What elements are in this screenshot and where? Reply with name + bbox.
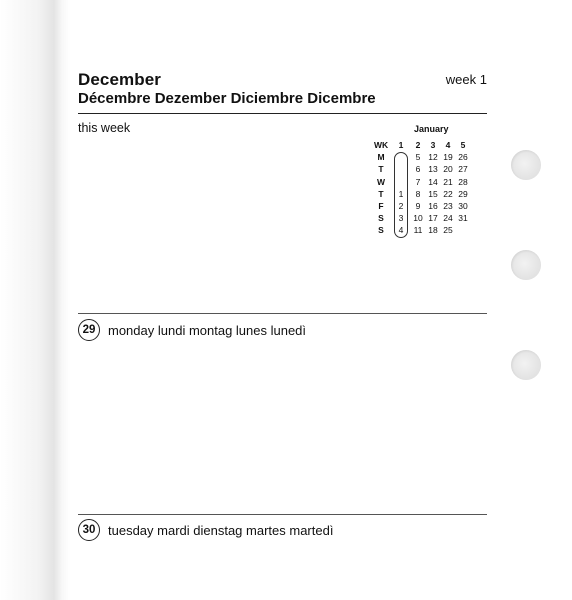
mini-calendar-date: 5: [415, 152, 421, 163]
mini-calendar-date: 26: [458, 152, 468, 163]
mini-calendar-date: 22: [443, 188, 453, 199]
mini-calendar-week-number: 4: [445, 140, 451, 150]
mini-calendar-date: 12: [428, 152, 438, 163]
day-entry-30[interactable]: [78, 519, 333, 541]
month-translations: Décembre Dezember Diciembre Dicembre: [78, 90, 376, 107]
mini-calendar-date: 13: [428, 164, 438, 175]
mini-calendar-date: 18: [428, 225, 438, 236]
this-week-label: this week: [78, 121, 131, 135]
mini-calendar-date: 20: [443, 164, 453, 175]
day-divider: [78, 514, 487, 515]
mini-calendar-title: January: [414, 124, 449, 134]
mini-calendar-date: 11: [413, 225, 423, 236]
mini-calendar-date: 2: [398, 201, 404, 211]
header-divider: [78, 113, 487, 114]
mini-calendar-date: 14: [428, 176, 438, 187]
mini-calendar-day-label: T: [378, 164, 384, 175]
mini-calendar-date: 25: [443, 225, 453, 236]
mini-calendar-date: 24: [443, 213, 453, 224]
mini-calendar-date: 7: [415, 176, 421, 187]
day-names: tuesday mardi dienstag martes martedì: [108, 522, 334, 538]
mini-calendar-day-label: M: [377, 152, 385, 163]
mini-calendar-date: 31: [458, 213, 468, 224]
mini-calendar-day-label: S: [378, 225, 384, 236]
mini-calendar-week-number: 1: [398, 140, 404, 150]
day-names: monday lundi montag lunes lunedì: [108, 322, 307, 338]
month-title: December: [78, 70, 162, 89]
mini-calendar-date: 21: [443, 176, 453, 187]
punch-hole: [511, 250, 541, 280]
mini-calendar-day-label: F: [378, 201, 384, 211]
punch-hole: [511, 150, 541, 180]
binding-shadow: [0, 0, 70, 600]
mini-calendar-date: 6: [415, 164, 421, 175]
mini-calendar-day-label: W: [376, 176, 386, 187]
punch-hole: [511, 350, 541, 380]
mini-calendar-date: 29: [458, 188, 468, 199]
mini-calendar-date: 1: [398, 188, 404, 199]
mini-calendar-day-label: T: [378, 188, 384, 199]
mini-calendar-date: 28: [458, 176, 468, 187]
mini-calendar-date: 15: [428, 188, 438, 199]
mini-calendar-week-number: 2: [415, 140, 421, 150]
mini-calendar-date: 9: [415, 201, 421, 211]
mini-calendar-date: 4: [398, 225, 404, 236]
mini-calendar-date: 23: [443, 201, 453, 211]
mini-calendar-date: 17: [428, 213, 438, 224]
mini-calendar-date: 19: [443, 152, 453, 163]
mini-calendar-date: 10: [413, 213, 423, 224]
mini-calendar-date: 27: [458, 164, 468, 175]
mini-calendar-date: 8: [415, 188, 421, 199]
day-divider: [78, 313, 487, 314]
day-number: 30: [78, 519, 100, 541]
mini-calendar-week-number: 5: [460, 140, 466, 150]
mini-calendar-date: 3: [398, 213, 404, 224]
mini-calendar-wk-label: WK: [374, 140, 389, 150]
mini-calendar-date: 30: [458, 201, 468, 211]
day-number: 29: [78, 319, 100, 341]
mini-calendar-date: 16: [428, 201, 438, 211]
mini-calendar-week-number: 3: [430, 140, 436, 150]
week-label: week 1: [445, 72, 487, 87]
mini-calendar-day-label: S: [378, 213, 384, 224]
day-entry-29[interactable]: [78, 319, 306, 341]
